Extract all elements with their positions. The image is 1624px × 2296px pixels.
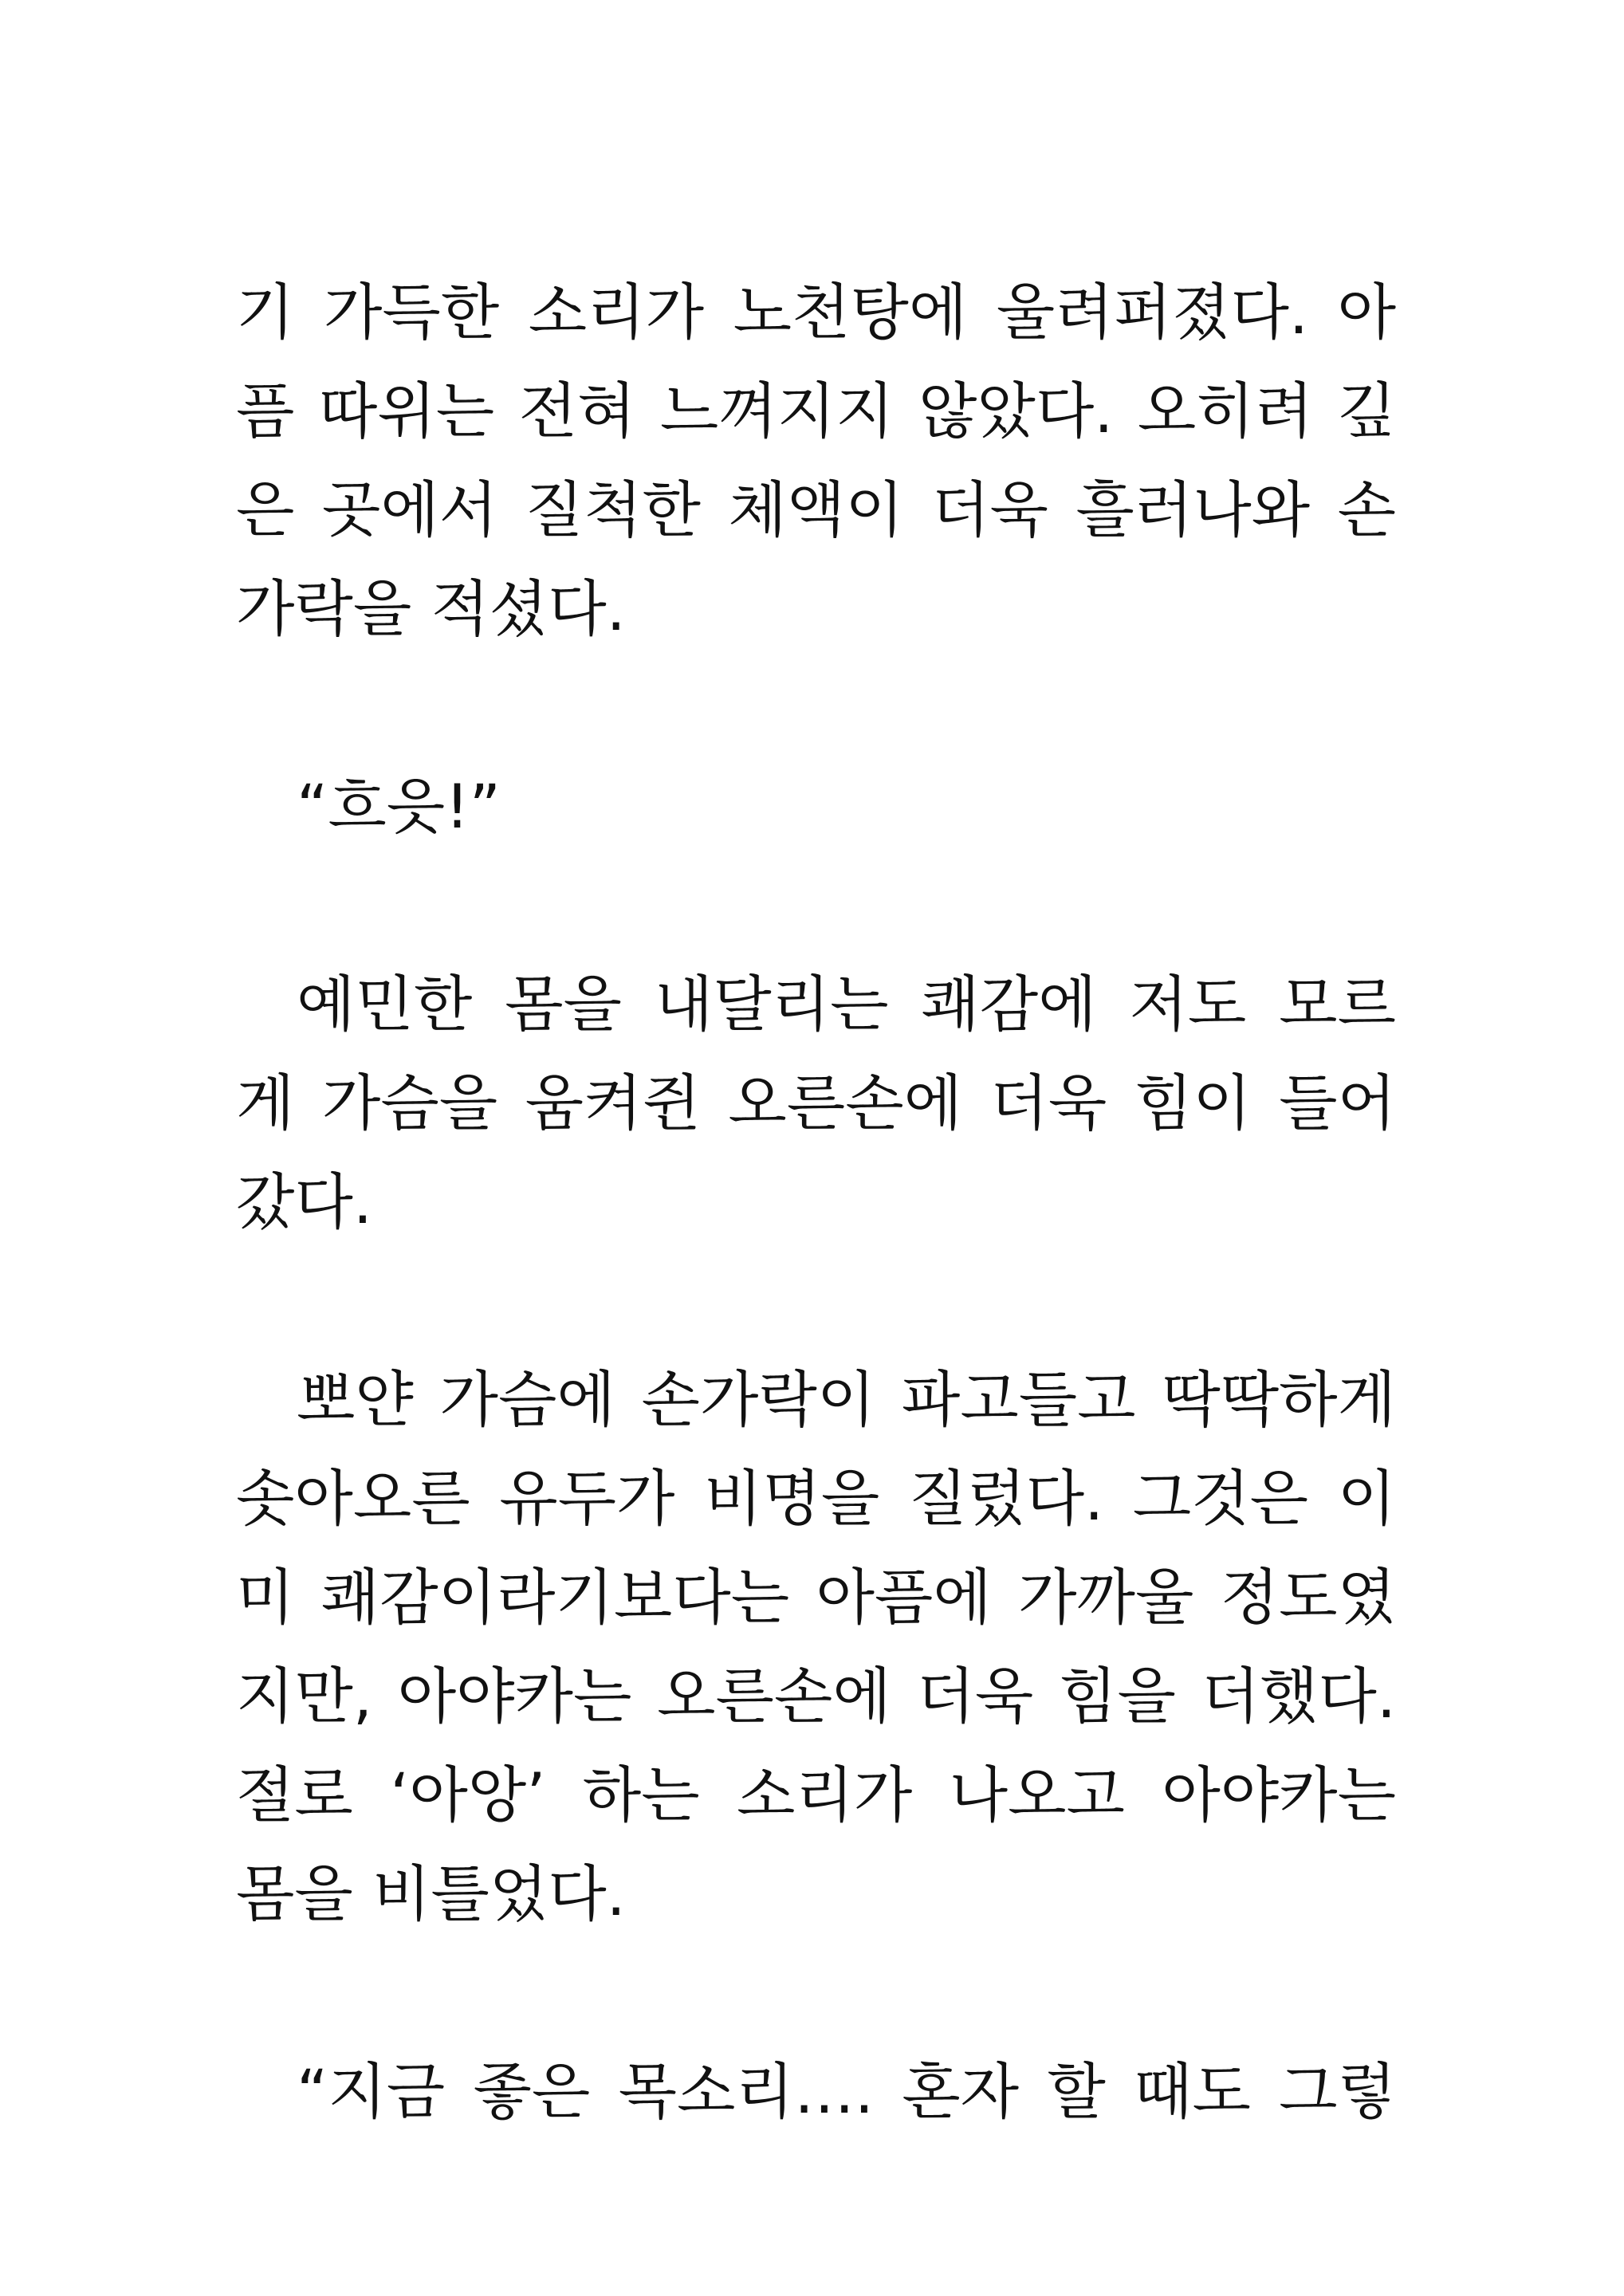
text-line: 미 쾌감이라기보다는 아픔에 가까울 정도였 [236,1562,1396,1633]
text-line: “지금 좋은 목소리…. 혼자 할 때도 그렇 [297,2056,1396,2127]
text-line: 픔 따위는 전혀 느껴지지 않았다. 오히려 깊 [236,375,1396,446]
text-line: 기 가득한 소리가 노천탕에 울려퍼졌다. 아 [236,277,1396,348]
text-line: 몸을 비틀었다. [236,1858,626,1929]
text-line: 게 가슴을 움켜쥔 오른손에 더욱 힘이 들어 [236,1067,1396,1138]
text-line: 지만, 아야카는 오른손에 더욱 힘을 더했다. [236,1661,1396,1732]
paragraph-gap [236,1252,1396,1350]
text-line: 뽀얀 가슴에 손가락이 파고들고 딱딱하게 [297,1364,1396,1435]
text-line: “흐읏!” [297,771,501,842]
paragraph-gap [236,659,1396,757]
paragraph-gap [236,1944,1396,2042]
text-line: 가락을 적셨다. [236,573,626,644]
text-line: 갔다. [236,1166,372,1237]
text-line: 절로 ‘아앙’ 하는 소리가 나오고 아야카는 [236,1759,1396,1830]
paragraph-gap [236,856,1396,955]
text-line: 은 곳에서 질척한 체액이 더욱 흘러나와 손 [236,474,1396,545]
text-line: 솟아오른 유두가 비명을 질렀다. 그것은 이 [236,1463,1396,1534]
body-text [236,263,1396,2141]
text-line: 예민한 몸을 내달리는 쾌감에 저도 모르 [297,969,1396,1040]
